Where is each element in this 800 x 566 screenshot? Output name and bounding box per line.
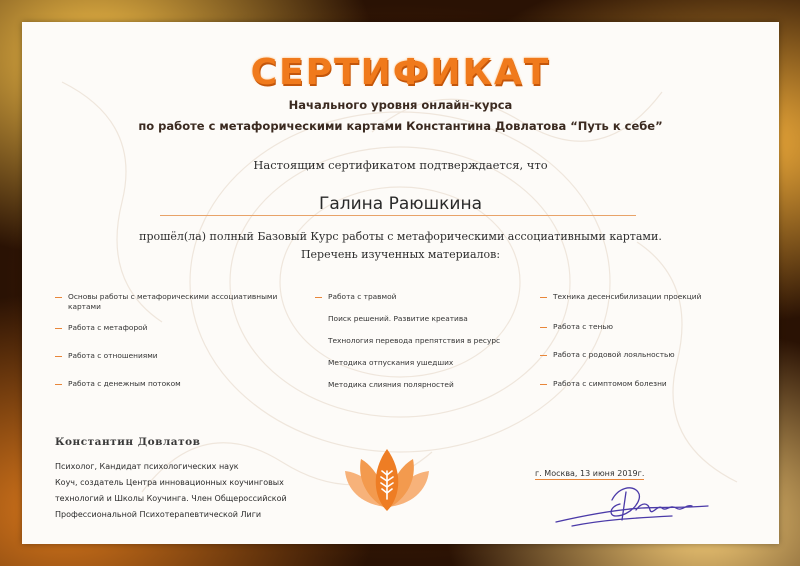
list-item: Методика отпускания ушедших <box>328 358 454 367</box>
course-subtitle-line1: Начального уровня онлайн-курса <box>288 98 513 112</box>
certificate-title: СЕРТИФИКАТ <box>250 52 551 93</box>
list-item: Работа с симптомом болезни <box>540 379 667 389</box>
list-dash <box>540 355 547 356</box>
place-date: г. Москва, 13 июня 2019г. <box>535 469 645 478</box>
list-dash <box>55 356 62 357</box>
author-desc-line: Профессиональной Психотерапевтической Лиги <box>55 510 262 519</box>
list-item: Технология перевода препятствия в ресурс <box>328 336 501 345</box>
list-dash <box>540 327 547 328</box>
materials-heading: Перечень изученных материалов: <box>300 248 501 261</box>
list-dash <box>55 328 62 329</box>
list-item: Методика слияния полярностей <box>328 380 454 389</box>
author-description <box>55 459 345 523</box>
list-item: Работа с травмой <box>315 292 396 302</box>
certificate-sheet <box>22 22 779 544</box>
lotus-logo-icon <box>343 447 431 515</box>
list-item: Работа с тенью <box>540 322 613 332</box>
list-dash <box>55 384 62 385</box>
name-underline <box>160 215 636 216</box>
list-item: Работа с денежным потоком <box>55 379 181 389</box>
list-dash <box>540 297 547 298</box>
completion-text: прошёл(ла) полный Базовый Курс работы с метафорическими ассоциативными картами. <box>139 230 662 243</box>
list-item: Работа с отношениями <box>55 351 158 361</box>
list-dash <box>315 297 322 298</box>
list-item: Работа с метафорой <box>55 323 147 333</box>
list-dash <box>55 297 62 298</box>
author-desc-line: Коуч, создатель Центра инновационных коучинговых <box>55 478 284 487</box>
list-item: Техника десенсибилизации проекций <box>540 292 701 302</box>
signature-icon <box>552 480 712 530</box>
list-dash <box>540 384 547 385</box>
confirmation-text: Настоящим сертификатом подтверждается, что <box>253 158 548 172</box>
list-item: Поиск решений. Развитие креатива <box>328 314 468 323</box>
author-name: Константин Довлатов <box>55 436 201 448</box>
list-item: Работа с родовой лояльностью <box>540 350 675 360</box>
list-item: Основы работы с метафорическими ассоциативными картами <box>55 292 298 311</box>
author-desc-line: технологий и Школы Коучинга. Член Общероссийской <box>55 494 287 503</box>
recipient-name: Галина Раюшкина <box>318 194 483 214</box>
author-desc-line: Психолог, Кандидат психологических наук <box>55 462 239 471</box>
course-subtitle-line2: по работе с метафорическими картами Константина Довлатова “Путь к себе” <box>138 119 663 133</box>
